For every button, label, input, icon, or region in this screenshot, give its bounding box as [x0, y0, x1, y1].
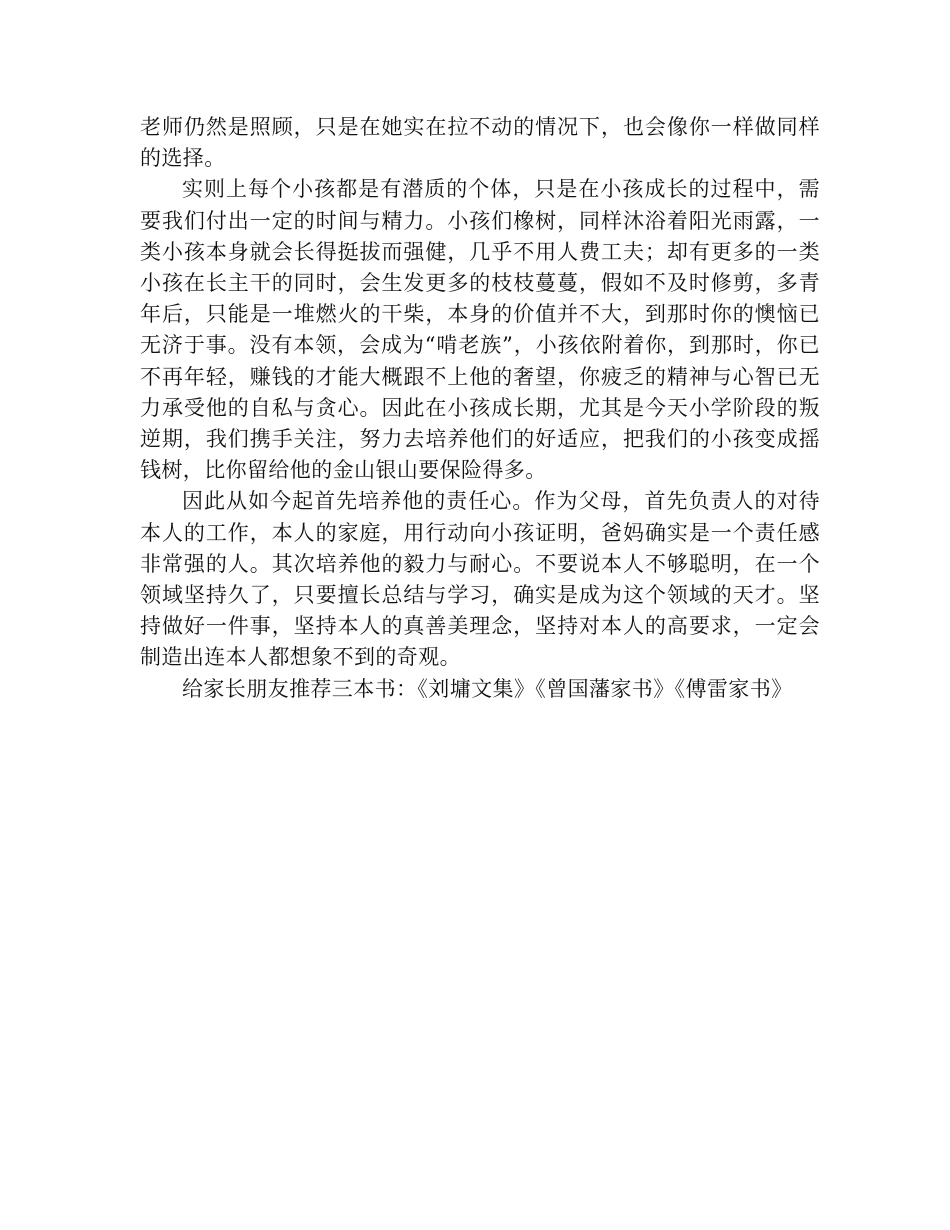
paragraph-responsibility: 因此从如今起首先培养他的责任心。作为父母，首先负责人的对待本人的工作，本人的家庭，用行动向小孩证明，爸妈确实是一个责任感非常强的人。其次培养他的毅力与耐心。不要说本人不够聪明，在一个领域坚持久了，只要擅长总结与学习，确实是成为这个领域的天才。坚持做好一件事，坚持本人的真善美理念，坚持对本人的高要求，一定会制造出连本人都想象不到的奇观。 — [140, 489, 820, 670]
paragraph-children-potential: 实则上每个小孩都是有潜质的个体，只是在小孩成长的过程中，需要我们付出一定的时间与精力。小孩们橡树，同样沐浴着阳光雨露，一类小孩本身就会长得挺拔而强健，几乎不用人费工夫；却有更多的一类小孩在长主干的同时，会生发更多的枝枝蔓蔓，假如不及时修剪，多青年后，只能是一堆燃火的干柴，本身的价值并不大，到那时你的懊恼已无济于事。没有本领，会成为“啃老族”，小孩依附着你，到那时，你已不再年轻，赚钱的才能大概跟不上他的奢望，你疲乏的精神与心智已无力承受他的自私与贪心。因此在小孩成长期，尤其是今天小学阶段的叛逆期，我们携手关注，努力去培养他们的好适应，把我们的小孩变成摇钱树，比你留给他的金山银山要保险得多。 — [140, 177, 820, 483]
document-body — [140, 112, 820, 705]
paragraph-continuation: 老师仍然是照顾，只是在她实在拉不动的情况下，也会像你一样做同样的选择。 — [140, 115, 820, 171]
paragraph-book-recommendations: 给家长朋友推荐三本书：《刘墉文集》《曾国藩家书》《傅雷家书》 — [182, 676, 793, 701]
